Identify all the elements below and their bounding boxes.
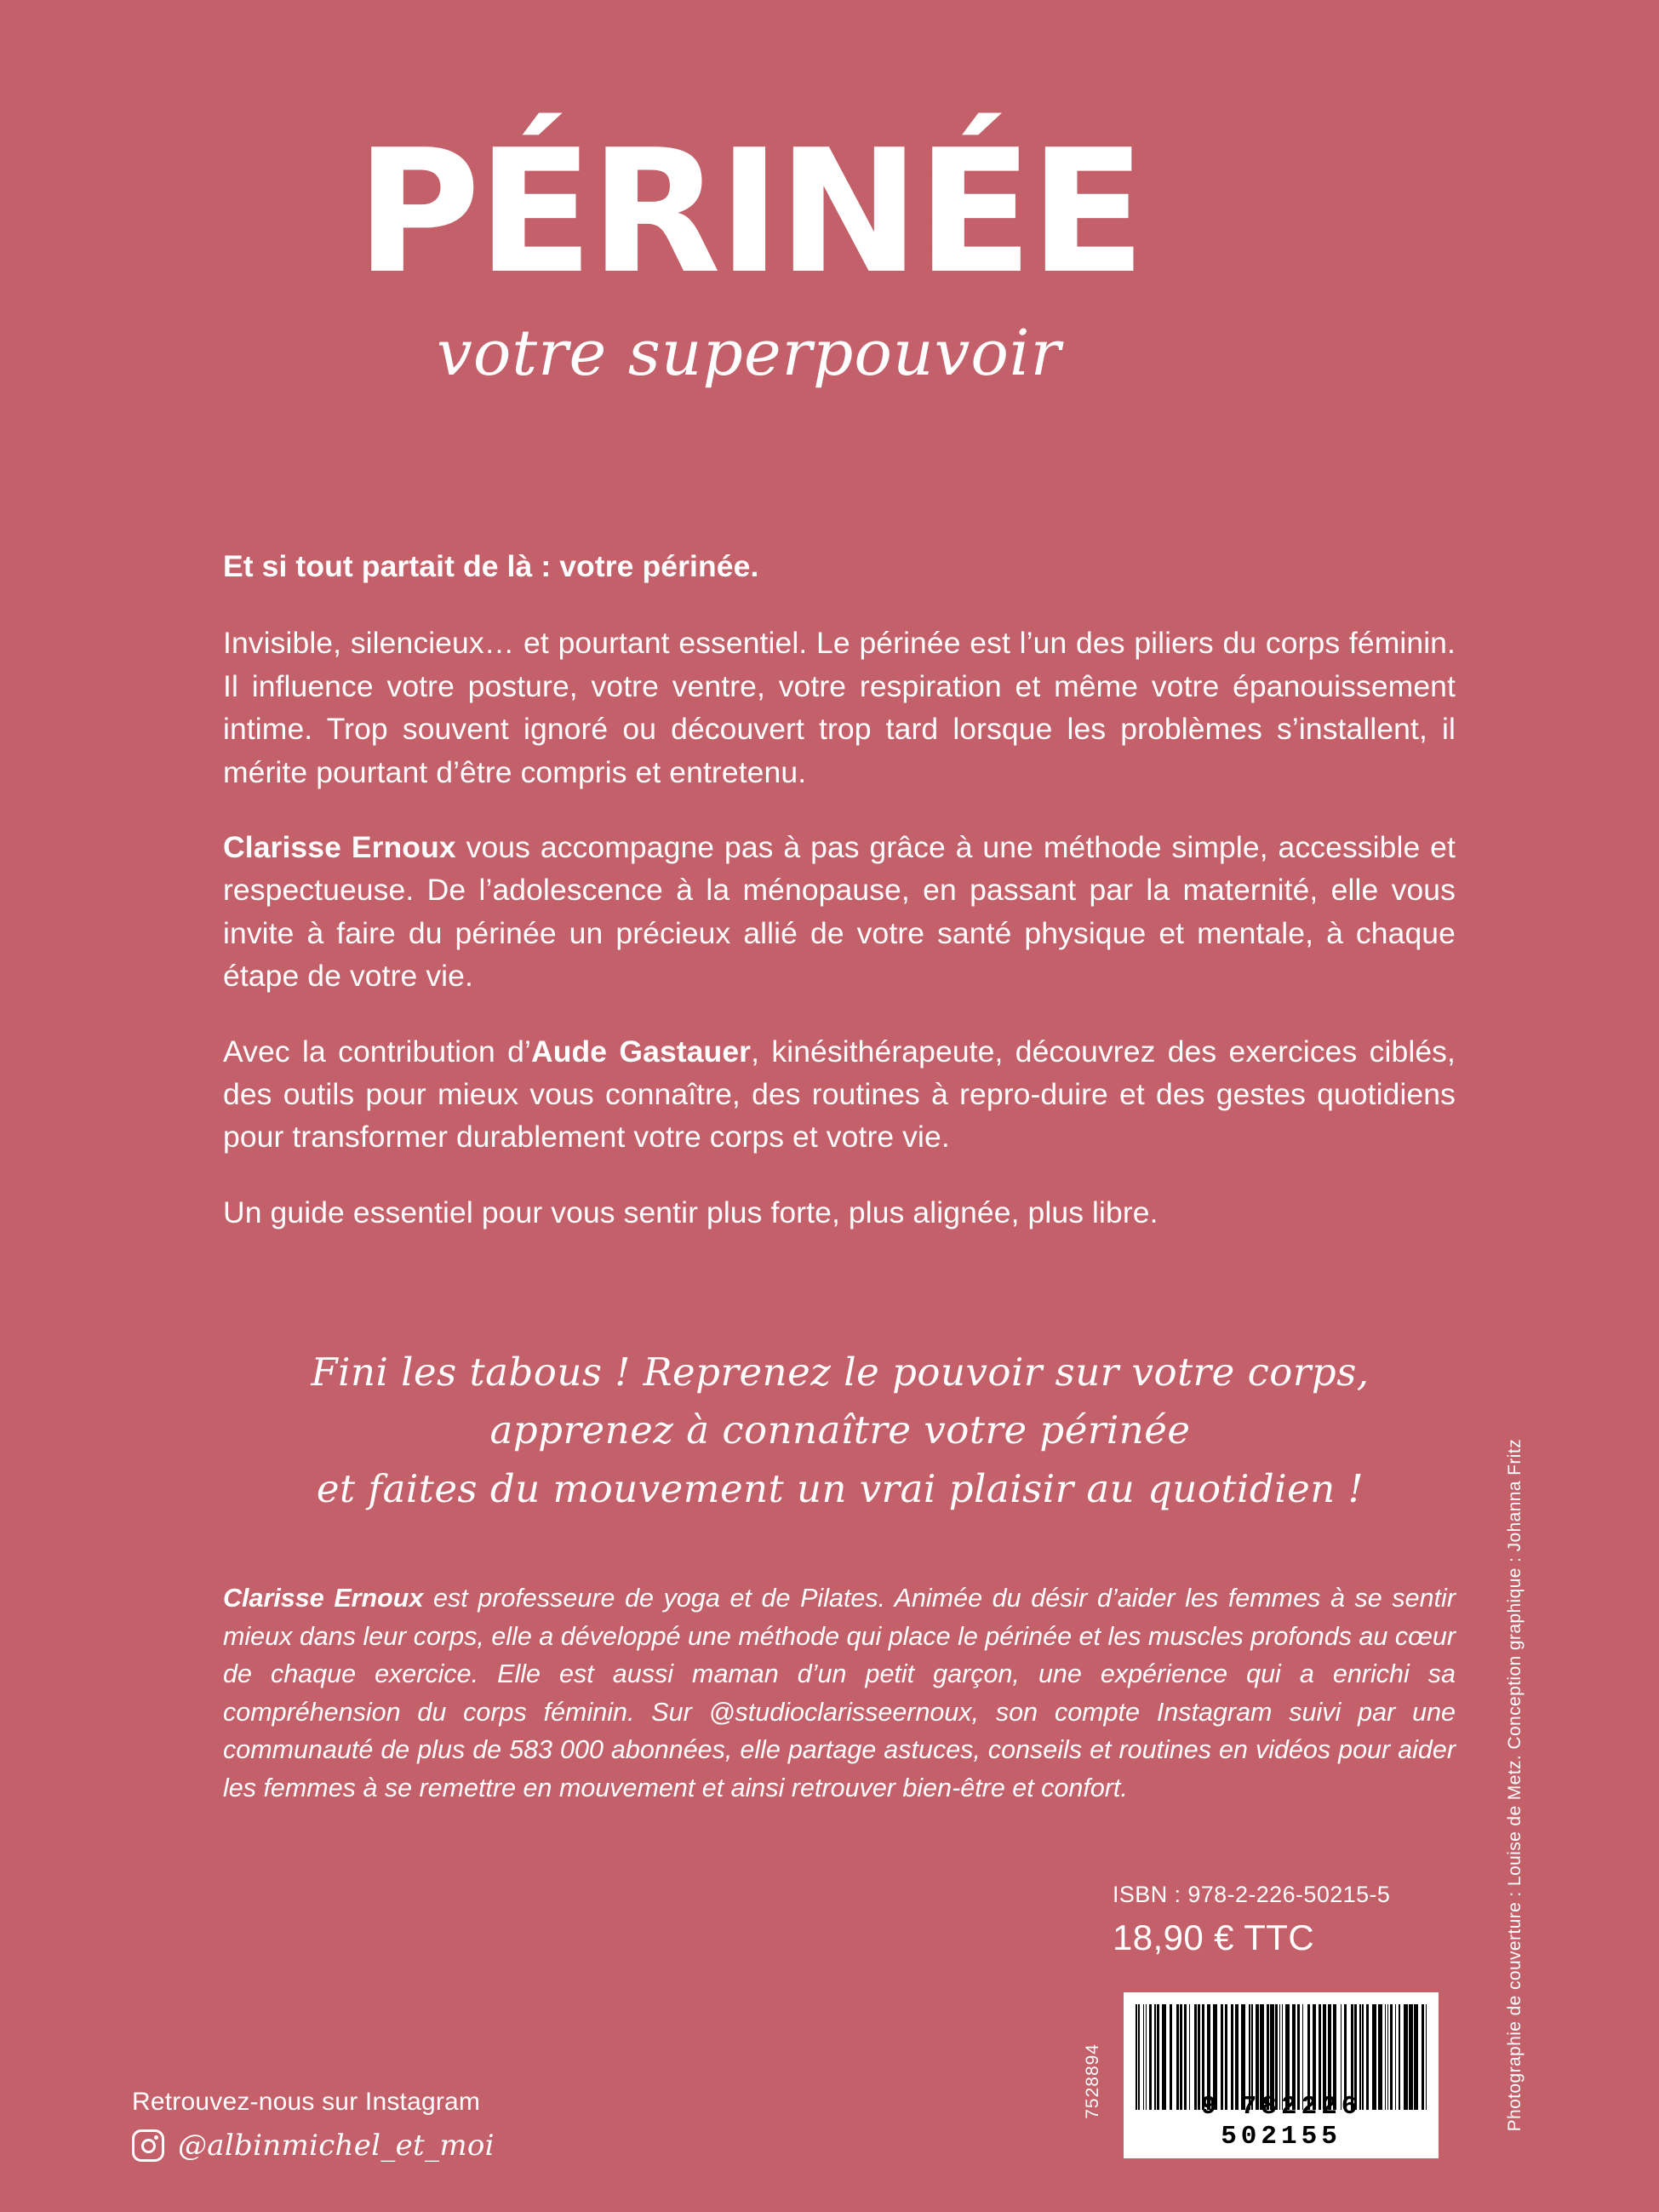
barcode-digits: 9 782226 502155 <box>1200 2092 1362 2152</box>
isbn-text: ISBN : 978-2-226-50215-5 <box>1113 1882 1391 1907</box>
blurb-paragraph-3 <box>223 1030 1456 1159</box>
title-block <box>0 113 1498 390</box>
author-bio-name: Clarisse Ernoux <box>223 1584 424 1613</box>
blurb-paragraph-4: Un guide essentiel pour vous sentir plus forte, plus alignée, plus libre. <box>223 1195 1158 1229</box>
blurb-paragraph-2 <box>223 826 1456 998</box>
price-text: 18,90 € TTC <box>1113 1917 1315 1957</box>
barcode-side-number: 7528894 <box>1083 2043 1102 2119</box>
blurb-paragraph-3-before: Avec la contribution d’ <box>223 1034 531 1069</box>
author-bio-text: est professeure de yoga et de Pilates. Animée du désir d’aider les femmes à se sentir mieux dans leur corps, elle a développé une méthode qui place le périnée et les muscles profonds au cœur de chaque exercice. Elle est aussi maman d’un petit garçon, une expérience qui a enrichi sa compréhension du corps féminin. Sur @studioclarisseernoux, son compte Instagram suivi par une communauté de plus de 583 000 abonnées, elle partage astuces, conseils et routines en vidéos pour aider les femmes à se remettre en mouvement et ainsi retrouver bien-être et confort. <box>223 1584 1456 1802</box>
blurb-paragraph-3-rest: , kinésithérapeute, découvrez des exercices ciblés, des outils pour mieux vous connaître, des routines à repro-duire et des gestes quotidiens pour transformer durablement votre corps et votre vie. <box>223 1034 1456 1155</box>
blurb-paragraph-2-rest: vous accompagne pas à pas grâce à une méthode simple, accessible et respectueuse. De l’adolescence à la ménopause, en passant par la maternité, elle vous invite à faire du périnée un précieux allié de votre santé physique et mentale, à chaque étape de votre vie. <box>223 830 1456 994</box>
blurb-lead: Et si tout partait de là : votre périnée. <box>223 549 759 583</box>
pull-quote <box>223 1344 1457 1518</box>
instagram-handle[interactable]: @albinmichel_et_moi <box>178 2129 495 2163</box>
cover-credits: Photographie de couverture : Louise de Metz. Conception graphique : Johanna Fritz <box>1505 1439 1525 2132</box>
page-title: PÉRINÉE <box>355 113 1143 312</box>
pull-quote-line-1: Fini les tabous ! Reprenez le pouvoir sur votre corps, <box>311 1350 1370 1395</box>
instagram-icon <box>132 2129 164 2162</box>
pull-quote-line-3: et faites du mouvement un vrai plaisir au quotidien ! <box>316 1465 1364 1511</box>
page-subtitle: votre superpouvoir <box>437 317 1061 390</box>
barcode <box>1124 1992 1439 2158</box>
author-bio <box>223 1579 1456 1807</box>
instagram-footer[interactable] <box>132 2088 495 2163</box>
author-name-inline: Clarisse Ernoux <box>223 830 456 865</box>
instagram-row[interactable] <box>132 2129 495 2163</box>
pull-quote-line-2: apprenez à connaître votre périnée <box>489 1407 1191 1453</box>
contributor-name-inline: Aude Gastauer <box>530 1034 752 1069</box>
instagram-label: Retrouvez-nous sur Instagram <box>132 2088 481 2116</box>
blurb-section <box>223 545 1456 1234</box>
blurb-paragraph-1: Invisible, silencieux… et pourtant essentiel. Le périnée est l’un des piliers du corps féminin. Il influence votre posture, votre ventre, votre respiration et même votre épanouissement intime. Trop souvent ignoré ou découvert trop tard lorsque les problèmes s’installent, il mérite pourtant d’être compris et entretenu. <box>223 626 1456 789</box>
